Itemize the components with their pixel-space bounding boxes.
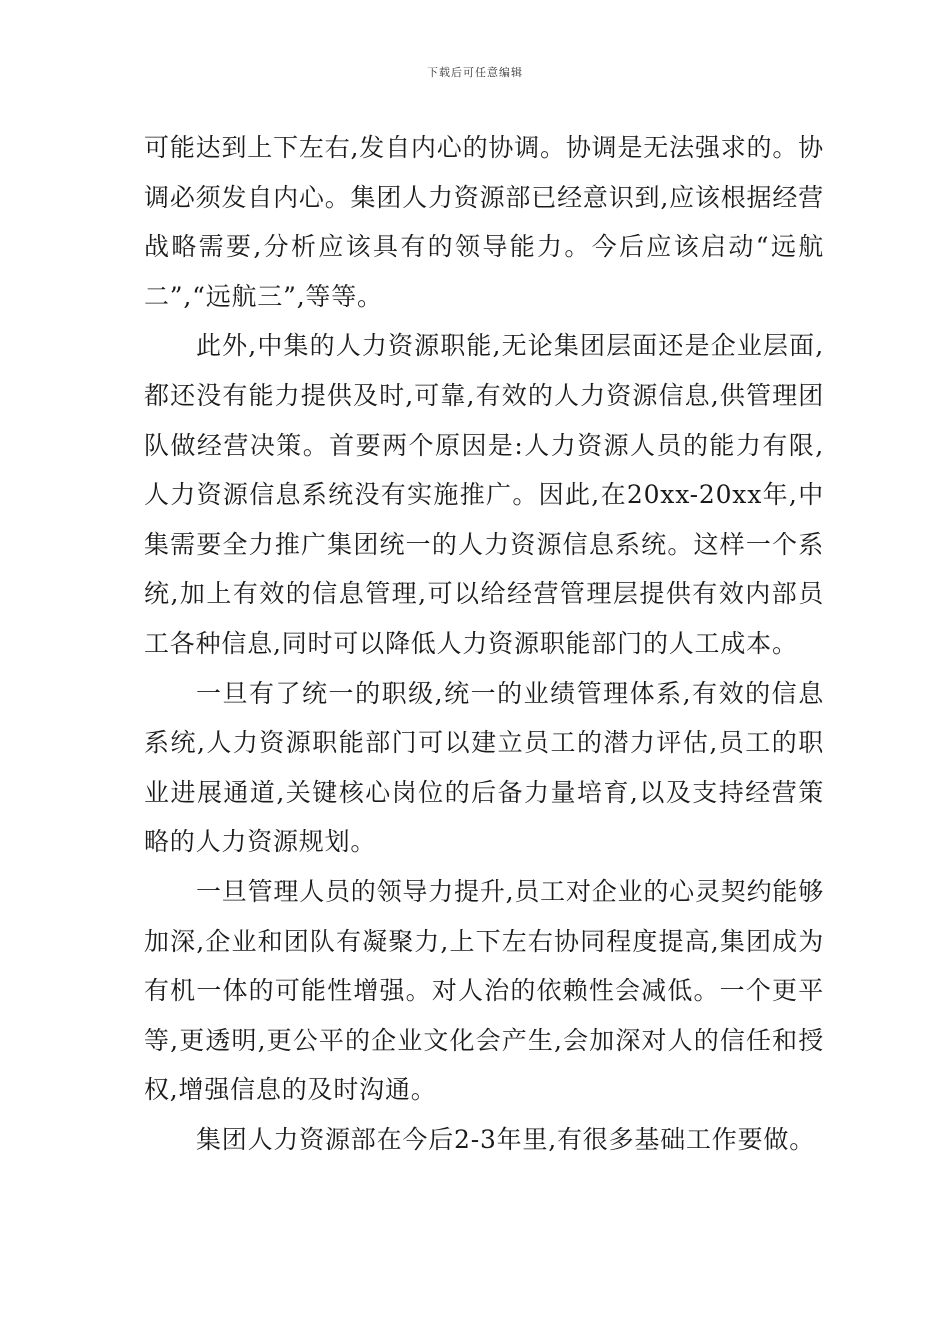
document-body <box>144 123 824 1164</box>
paragraph-1: 可能达到上下左右,发自内心的协调。协调是无法强求的。协调必须发自内心。集团人力资源部已经意识到,应该根据经营战略需要,分析应该具有的领导能力。今后应该启动“远航二”,“远航三”,等等。 <box>144 133 824 311</box>
paragraph-5: 集团人力资源部在今后2-3年里,有很多基础工作要做。 <box>196 1124 816 1154</box>
paragraph-4: 一旦管理人员的领导力提升,员工对企业的心灵契约能够加深,企业和团队有凝聚力,上下左右协同程度提高,集团成为有机一体的可能性增强。对人治的依赖性会减低。一个更平等,更透明,更公平的企业文化会产生,会加深对人的信任和授权,增强信息的及时沟通。 <box>144 876 824 1105</box>
paragraph-2: 此外,中集的人力资源职能,无论集团层面还是企业层面,都还没有能力提供及时,可靠,有效的人力资源信息,供管理团队做经营决策。首要两个原因是:人力资源人员的能力有限,人力资源信息系统没有实施推广。因此,在20xx-20xx年,中集需要全力推广集团统一的人力资源信息系统。这样一个系统,加上有效的信息管理,可以给经营管理层提供有效内部员工各种信息,同时可以降低人力资源职能部门的人工成本。 <box>144 331 824 658</box>
paragraph-3: 一旦有了统一的职级,统一的业绩管理体系,有效的信息系统,人力资源职能部门可以建立员工的潜力评估,员工的职业进展通道,关键核心岗位的后备力量培育,以及支持经营策略的人力资源规划。 <box>144 678 824 857</box>
page-header: 下载后可任意编辑 <box>427 66 523 79</box>
